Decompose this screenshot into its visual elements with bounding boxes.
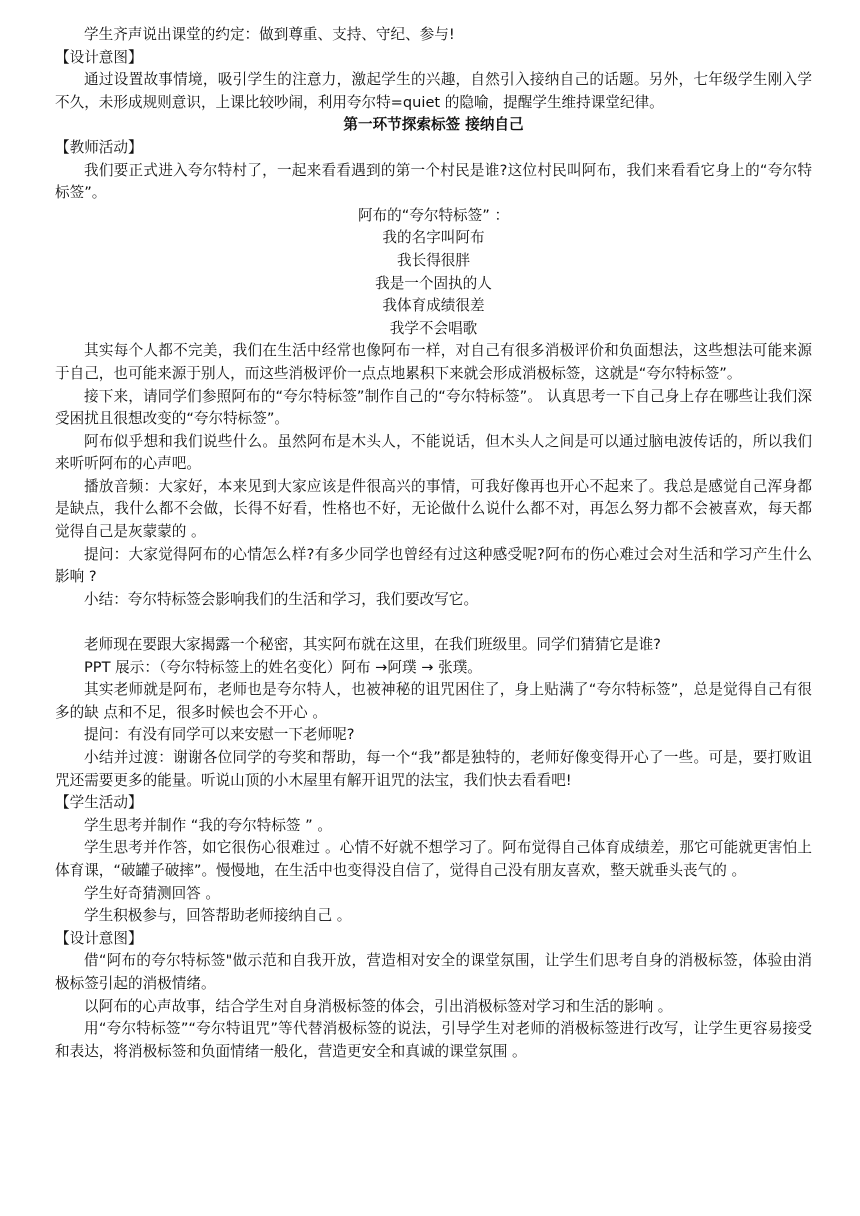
paragraph: 播放音频：大家好，本来见到大家应该是件很高兴的事情，可我好像再也开心不起来了。我总是感觉自己浑身都是缺点，我什么都不会做，长得不好看，性格也不好，无论做什么说什么都不对，再怎么努力都不会被喜欢，每天都觉得自己是灰蒙蒙的 。 [55,477,812,541]
section-label: 【教师活动】 [55,138,143,156]
label-list-title: 阿布的“夸尔特标签” ： [357,206,510,224]
paragraph: 学生积极参与，回答帮助老师接纳自己 。 [84,907,352,925]
label-list-item: 我体育成绩很差 [382,297,485,315]
paragraph: 借“阿布的夸尔特标签"做示范和自我开放，营造相对安全的课堂氛围，让学生们思考自身的消极标签，体验由消极标签引起的消极情绪。 [55,952,812,992]
paragraph: 学生好奇猜测回答 。 [84,884,220,902]
paragraph: 提问：有没有同学可以来安慰一下老师呢? [84,726,355,744]
paragraph: 小结：夸尔特标签会影响我们的生活和学习，我们要改写它。 [84,590,479,608]
paragraph: 阿布似乎想和我们说些什么。虽然阿布是木头人，不能说话，但木头人之间是可以通过脑电波传话的，所以我们来听听阿布的心声吧。 [55,432,812,473]
paragraph: 提问：大家觉得阿布的心情怎么样?有多少同学也曾经有过这种感受呢?阿布的伤心难过会对生活和学习产生什么影响 ? [55,545,812,586]
label-list-item: 我是一个固执的人 [375,274,492,292]
paragraph: 接下来，请同学们参照阿布的“夸尔特标签”制作自己的“夸尔特标签”。 认真思考一下自己身上存在哪些让我们深受困扰且很想改变的“夸尔特标签”。 [55,387,812,428]
paragraph: 其实老师就是阿布，老师也是夸尔特人，也被神秘的诅咒困住了，身上贴满了“夸尔特标签”，总是觉得自己有很多的缺 点和不足，很多时候也会不开心 。 [55,681,812,721]
paragraph: 老师现在要跟大家揭露一个秘密，其实阿布就在这里，在我们班级里。同学们猜猜它是谁? [84,636,661,654]
label-list-item: 我学不会唱歌 [389,319,478,337]
label-list-item: 我的名字叫阿布 [382,229,485,247]
paragraph: 用“夸尔特标签”“夸尔特诅咒”等代替消极标签的说法，引导学生对老师的消极标签进行改写，让学生更容易接受和表达，将消极标签和负面情绪一般化，营造更安全和真诚的课堂氛围 。 [55,1020,812,1060]
paragraph: 学生思考并制作 “我的夸尔特标签 ” 。 [84,816,332,834]
paragraph: 学生思考并作答，如它很伤心很难过 。心情不好就不想学习了。阿布觉得自己体育成绩差，那它可能就更害怕上体育课，“破罐子破摔”。慢慢地，在生活中也变得没自信了，觉得自己没有朋友喜欢，整天就垂头丧气的 。 [55,839,812,879]
paragraph: 通过设置故事情境，吸引学生的注意力，激起学生的兴趣，自然引入接纳自己的话题。另外，七年级学生刚入学不久，未形成规则意识，上课比较吵闹，利用夸尔特=quiet 的隐喻，提醒学生维持课堂纪律。 [55,71,812,111]
label-list-item: 我长得很胖 [397,251,470,269]
paragraph: PPT 展示：（夸尔特标签上的姓名变化）阿布 →阿璞 → 张璞。 [84,658,482,676]
section-label: 【设计意图】 [55,48,143,66]
paragraph: 小结并过渡：谢谢各位同学的夸奖和帮助，每一个“我”都是独特的，老师好像变得开心了一些。可是，要打败诅咒还需要更多的能量。听说山顶的小木屋里有解开诅咒的法宝，我们快去看看吧! [55,749,812,789]
section-heading: 第一环节探索标签 接纳自己 [343,116,524,134]
blank-line [55,611,812,634]
paragraph: 我们要正式进入夸尔特村了，一起来看看遇到的第一个村民是谁?这位村民叫阿布，我们来看看它身上的“夸尔特标签”。 [55,161,812,202]
section-label: 【设计意图】 [55,929,143,947]
section-label: 【学生活动】 [55,794,143,812]
paragraph: 以阿布的心声故事，结合学生对自身消极标签的体会，引出消极标签对学习和生活的影响 。 [84,997,673,1015]
paragraph: 学生齐声说出课堂的约定：做到尊重、支持、守纪、参与! [84,26,455,43]
paragraph: 其实每个人都不完美，我们在生活中经常也像阿布一样，对自己有很多消极评价和负面想法，这些想法可能来源于自己，也可能来源于别人，而这些消极评价一点点地累积下来就会形成消极标签，这就是“夸尔特标签”。 [55,342,812,382]
